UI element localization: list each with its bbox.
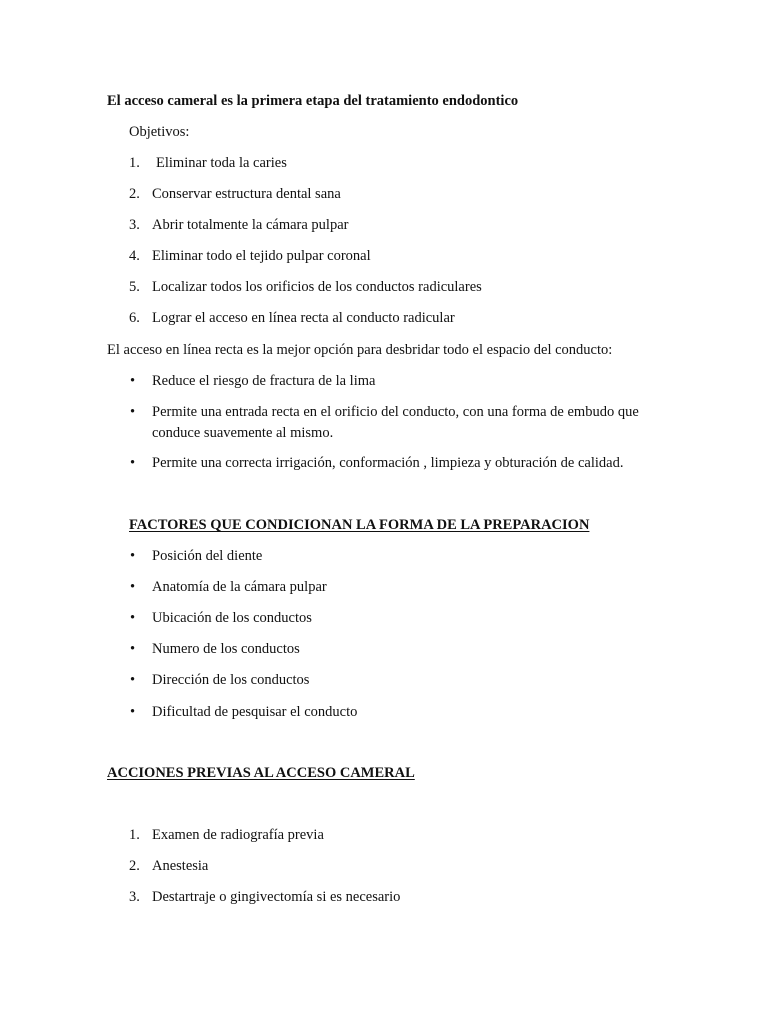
list-item: Lograr el acceso en línea recta al conducto radicular — [152, 310, 455, 326]
list-item: Abrir totalmente la cámara pulpar — [152, 217, 349, 233]
bullet-icon: • — [130, 404, 136, 420]
list-marker: 4. — [129, 248, 140, 264]
straight-access-intro: El acceso en línea recta es la mejor opción para desbridar todo el espacio del conducto: — [107, 342, 613, 358]
list-item: Destartraje o gingivectomía si es necesario — [152, 889, 401, 905]
list-item-continuation: conduce suavemente al mismo. — [152, 425, 334, 441]
list-marker: 1. — [129, 155, 140, 171]
list-item: Eliminar toda la caries — [156, 155, 287, 171]
objectives-label: Objetivos: — [129, 124, 190, 140]
list-item: Eliminar todo el tejido pulpar coronal — [152, 248, 371, 264]
list-item: Reduce el riesgo de fractura de la lima — [152, 373, 376, 389]
list-item: Permite una correcta irrigación, conformación , limpieza y obturación de calidad. — [152, 455, 624, 471]
list-item: Numero de los conductos — [152, 641, 300, 657]
bullet-icon: • — [130, 579, 136, 595]
list-item: Ubicación de los conductos — [152, 610, 312, 626]
bullet-icon: • — [130, 610, 136, 626]
list-marker: 2. — [129, 858, 140, 874]
list-item: Localizar todos los orificios de los conductos radiculares — [152, 279, 482, 295]
list-item: Anestesia — [152, 858, 209, 874]
list-item: Permite una entrada recta en el orificio del conducto, con una forma de embudo que — [152, 404, 639, 420]
bullet-icon: • — [130, 672, 136, 688]
bullet-icon: • — [130, 641, 136, 657]
list-item: Dirección de los conductos — [152, 672, 310, 688]
previous-actions-heading: ACCIONES PREVIAS AL ACCESO CAMERAL — [107, 765, 415, 781]
bullet-icon: • — [130, 455, 136, 471]
bullet-icon: • — [130, 548, 136, 564]
document-title: El acceso cameral es la primera etapa del tratamiento endodontico — [107, 93, 519, 109]
factors-heading: FACTORES QUE CONDICIONAN LA FORMA DE LA PREPARACION — [129, 517, 590, 533]
list-marker: 3. — [129, 889, 140, 905]
bullet-icon: • — [130, 373, 136, 389]
list-marker: 1. — [129, 827, 140, 843]
list-marker: 5. — [129, 279, 140, 295]
bullet-icon: • — [130, 704, 136, 720]
list-marker: 2. — [129, 186, 140, 202]
list-item: Anatomía de la cámara pulpar — [152, 579, 327, 595]
list-marker: 3. — [129, 217, 140, 233]
list-item: Dificultad de pesquisar el conducto — [152, 704, 358, 720]
list-item: Examen de radiografía previa — [152, 827, 324, 843]
list-item: Conservar estructura dental sana — [152, 186, 341, 202]
list-item: Posición del diente — [152, 548, 263, 564]
list-marker: 6. — [129, 310, 140, 326]
